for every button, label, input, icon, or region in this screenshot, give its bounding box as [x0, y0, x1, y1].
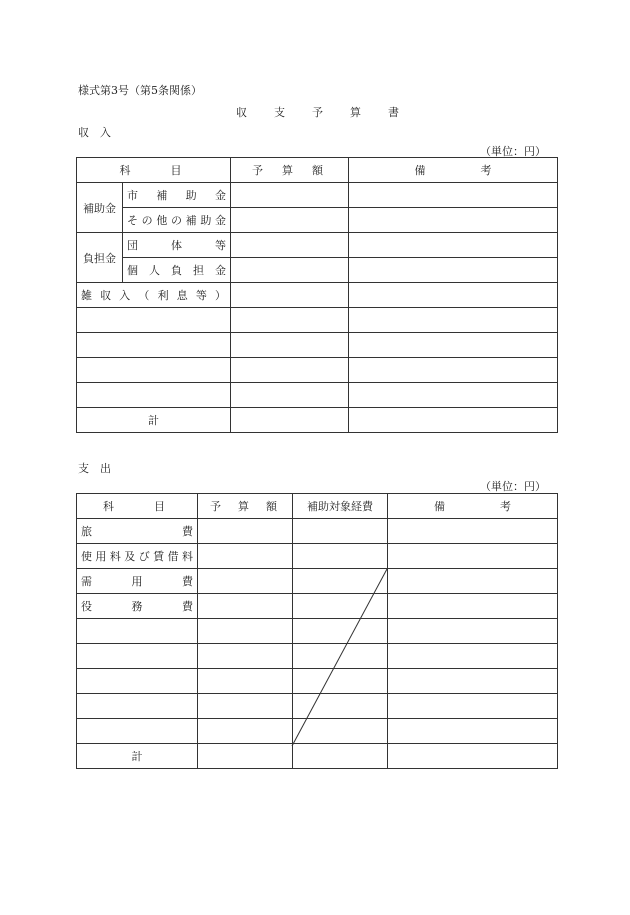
- remarks-cell[interactable]: [388, 569, 558, 594]
- eligible-cell[interactable]: [293, 544, 388, 569]
- header-subject: 科 目: [77, 494, 198, 519]
- item-organization: 団体等: [123, 233, 231, 258]
- budget-cell[interactable]: [231, 258, 349, 283]
- budget-cell[interactable]: [231, 233, 349, 258]
- table-row: [77, 208, 558, 233]
- eligible-total-cell[interactable]: [293, 744, 388, 769]
- budget-cell[interactable]: [231, 183, 349, 208]
- table-row: [77, 233, 558, 258]
- remarks-cell[interactable]: [349, 333, 558, 358]
- subject-cell[interactable]: [77, 694, 198, 719]
- remarks-cell[interactable]: [388, 694, 558, 719]
- budget-cell[interactable]: [198, 694, 293, 719]
- eligible-cell[interactable]: [293, 594, 388, 619]
- subject-cell[interactable]: [77, 619, 198, 644]
- expense-unit: （単位：円）: [480, 480, 546, 493]
- budget-total-cell[interactable]: [231, 408, 349, 433]
- subject-cell[interactable]: [77, 719, 198, 744]
- header-budget: 予 算 額: [231, 158, 349, 183]
- table-row: [77, 744, 558, 769]
- table-row: [77, 519, 558, 544]
- eligible-cell[interactable]: [293, 619, 388, 644]
- budget-cell[interactable]: [231, 208, 349, 233]
- remarks-cell[interactable]: [388, 719, 558, 744]
- subject-cell[interactable]: [77, 383, 231, 408]
- budget-cell[interactable]: [231, 333, 349, 358]
- header-eligible-expense: 補助対象経費: [293, 494, 388, 519]
- remarks-cell[interactable]: [388, 669, 558, 694]
- item-travel: 旅費: [77, 519, 198, 544]
- table-row: [77, 383, 558, 408]
- subject-cell[interactable]: [77, 358, 231, 383]
- item-misc-income: 雑収入（利息等）: [77, 283, 231, 308]
- table-row: [77, 619, 558, 644]
- item-other-subsidy: その他の補助金: [123, 208, 231, 233]
- expense-total-label: 計: [77, 744, 198, 769]
- subject-cell[interactable]: [77, 308, 231, 333]
- subject-cell[interactable]: [77, 669, 198, 694]
- budget-cell[interactable]: [198, 669, 293, 694]
- income-total-label: 計: [77, 408, 231, 433]
- expense-table: [76, 493, 558, 769]
- budget-cell[interactable]: [198, 594, 293, 619]
- table-row: [77, 258, 558, 283]
- remarks-cell[interactable]: [349, 233, 558, 258]
- document-title: 収 支 予 算 書: [236, 106, 407, 119]
- form-number: 様式第3号（第5条関係）: [78, 84, 202, 97]
- remarks-cell[interactable]: [349, 258, 558, 283]
- table-row: [77, 719, 558, 744]
- remarks-cell[interactable]: [349, 408, 558, 433]
- remarks-cell[interactable]: [388, 744, 558, 769]
- remarks-cell[interactable]: [349, 383, 558, 408]
- budget-total-cell[interactable]: [198, 744, 293, 769]
- table-row: [77, 308, 558, 333]
- table-row: [77, 494, 558, 519]
- income-table: [76, 157, 558, 433]
- eligible-cell[interactable]: [293, 569, 388, 594]
- eligible-cell[interactable]: [293, 719, 388, 744]
- remarks-cell[interactable]: [349, 283, 558, 308]
- table-row: [77, 669, 558, 694]
- expense-heading: 支 出: [78, 462, 111, 475]
- remarks-cell[interactable]: [388, 644, 558, 669]
- header-subject: 科 目: [77, 158, 231, 183]
- eligible-cell[interactable]: [293, 519, 388, 544]
- table-row: [77, 358, 558, 383]
- eligible-cell[interactable]: [293, 694, 388, 719]
- item-services: 役務費: [77, 594, 198, 619]
- remarks-cell[interactable]: [349, 183, 558, 208]
- budget-cell[interactable]: [231, 283, 349, 308]
- income-heading: 収 入: [78, 126, 111, 139]
- table-row: [77, 694, 558, 719]
- item-city-subsidy: 市補助金: [123, 183, 231, 208]
- remarks-cell[interactable]: [349, 358, 558, 383]
- header-remarks: 備 考: [349, 158, 558, 183]
- income-unit: （単位：円）: [480, 145, 546, 158]
- budget-cell[interactable]: [231, 308, 349, 333]
- table-row: [77, 283, 558, 308]
- table-row: [77, 594, 558, 619]
- table-row: [77, 644, 558, 669]
- eligible-cell[interactable]: [293, 644, 388, 669]
- eligible-cell[interactable]: [293, 669, 388, 694]
- subject-cell[interactable]: [77, 333, 231, 358]
- item-individual: 個人負担金: [123, 258, 231, 283]
- budget-cell[interactable]: [198, 619, 293, 644]
- item-supplies: 需用費: [77, 569, 198, 594]
- item-rental: 使用料及び賃借料: [77, 544, 198, 569]
- group-contribution: 負担金: [77, 233, 123, 283]
- budget-cell[interactable]: [198, 644, 293, 669]
- budget-cell[interactable]: [231, 358, 349, 383]
- header-remarks: 備 考: [388, 494, 558, 519]
- budget-cell[interactable]: [198, 544, 293, 569]
- table-row: [77, 333, 558, 358]
- remarks-cell[interactable]: [349, 208, 558, 233]
- remarks-cell[interactable]: [349, 308, 558, 333]
- subject-cell[interactable]: [77, 644, 198, 669]
- table-row: [77, 158, 558, 183]
- header-budget: 予 算 額: [198, 494, 293, 519]
- remarks-cell[interactable]: [388, 544, 558, 569]
- table-row: [77, 544, 558, 569]
- table-row: [77, 569, 558, 594]
- budget-cell[interactable]: [198, 569, 293, 594]
- remarks-cell[interactable]: [388, 594, 558, 619]
- budget-cell[interactable]: [231, 383, 349, 408]
- table-row: [77, 408, 558, 433]
- budget-cell[interactable]: [198, 719, 293, 744]
- table-row: [77, 183, 558, 208]
- budget-cell[interactable]: [198, 519, 293, 544]
- group-subsidy: 補助金: [77, 183, 123, 233]
- remarks-cell[interactable]: [388, 619, 558, 644]
- remarks-cell[interactable]: [388, 519, 558, 544]
